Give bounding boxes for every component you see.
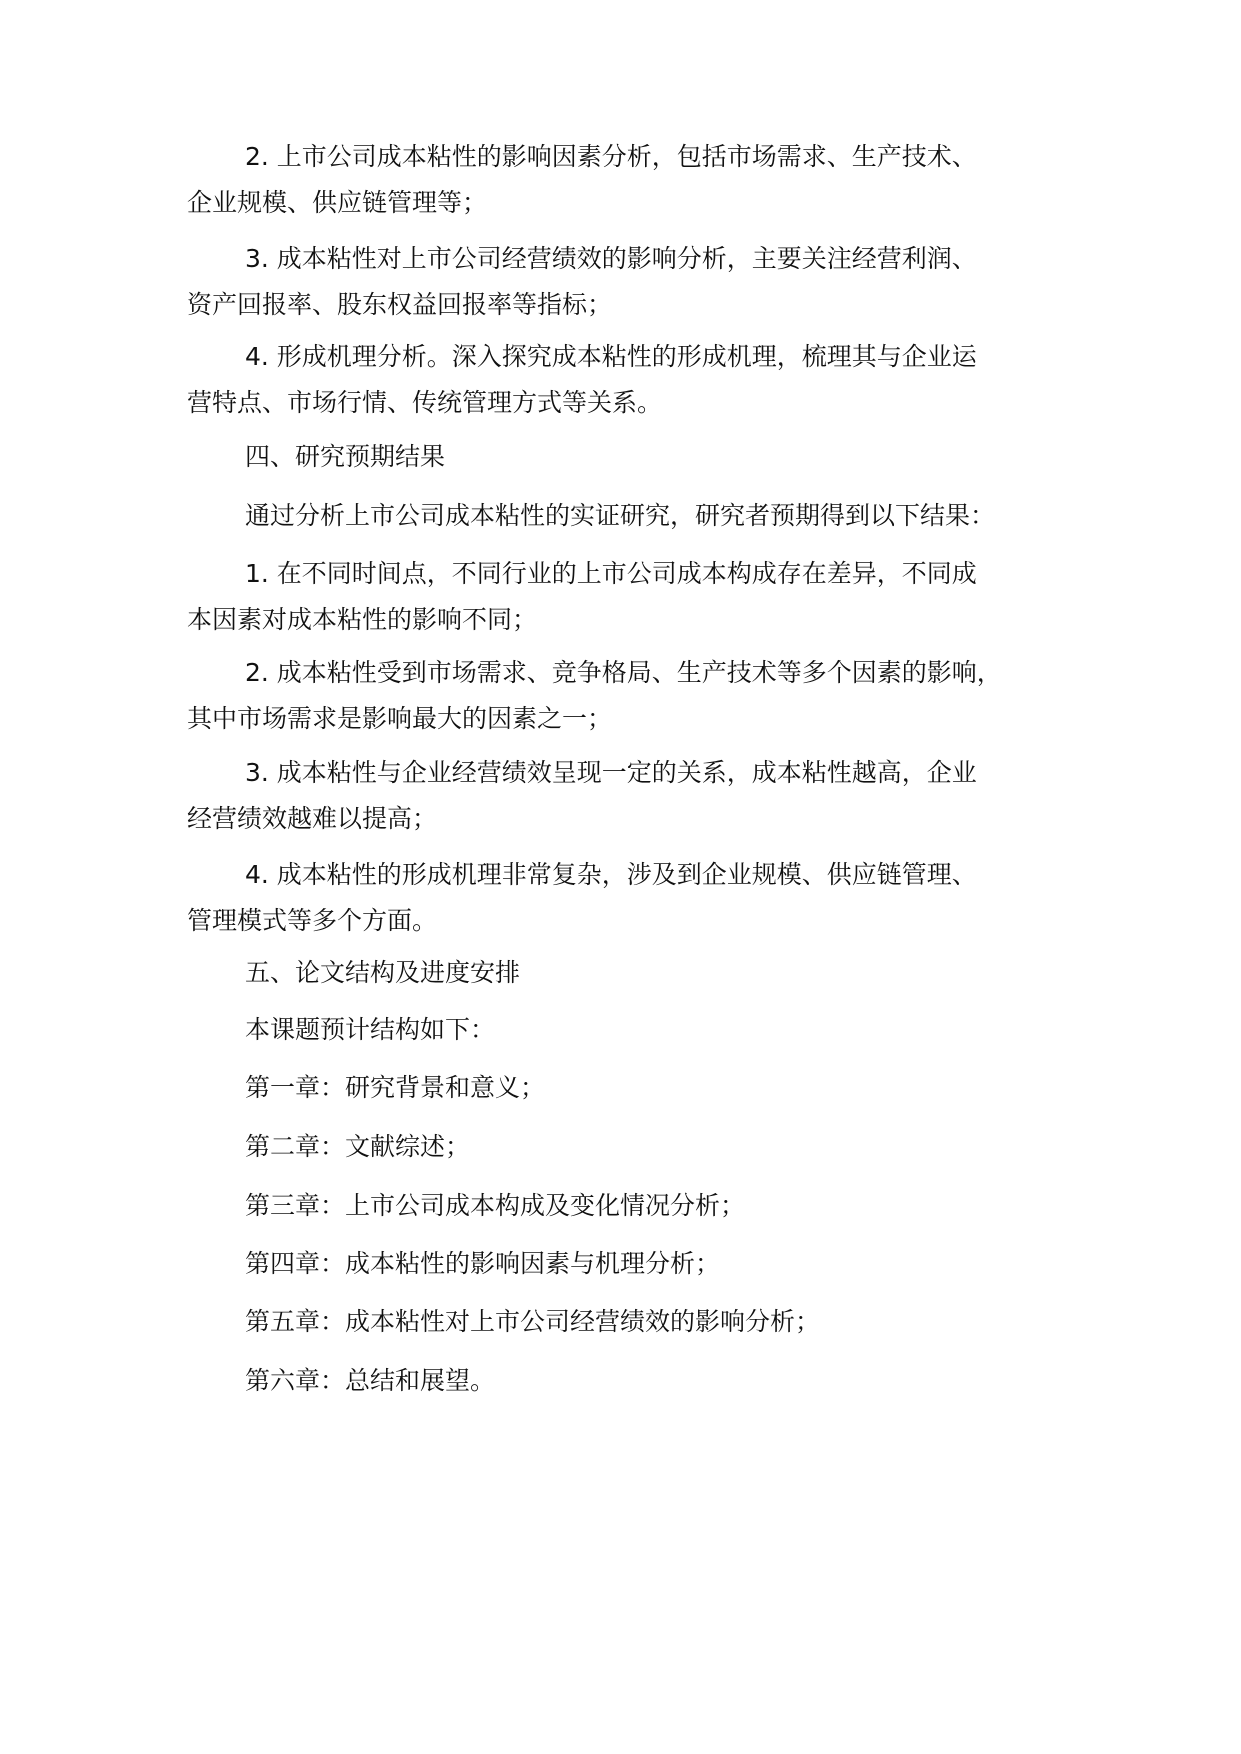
chapter-item xyxy=(187,1183,1087,1229)
chapter-item xyxy=(187,1358,1087,1404)
list-item-expected-4 xyxy=(187,852,1087,944)
text-line: 3. 成本粘性与企业经营绩效呈现一定的关系，成本粘性越高，企业 xyxy=(245,758,977,787)
text-line: 企业规模、供应链管理等； xyxy=(187,188,488,217)
text-line: 1. 在不同时间点，不同行业的上市公司成本构成存在差异，不同成 xyxy=(245,559,977,588)
chapter-item xyxy=(187,1241,1087,1287)
list-item-expected-2 xyxy=(187,650,1087,742)
list-item-mechanism xyxy=(187,334,1087,426)
text-line: 第四章：成本粘性的影响因素与机理分析； xyxy=(245,1249,721,1278)
text-line: 4. 成本粘性的形成机理非常复杂，涉及到企业规模、供应链管理、 xyxy=(245,860,977,889)
list-item-factors xyxy=(187,134,1087,226)
heading-text: 四、研究预期结果 xyxy=(245,442,446,471)
list-item-performance xyxy=(187,236,1087,328)
text-line: 营特点、市场行情、传统管理方式等关系。 xyxy=(187,388,663,417)
intro-paragraph xyxy=(187,493,1087,539)
text-line: 第六章：总结和展望。 xyxy=(245,1366,496,1395)
text-line: 本课题预计结构如下： xyxy=(245,1015,496,1044)
list-item-expected-1 xyxy=(187,551,1087,643)
chapter-item xyxy=(187,1065,1087,1111)
text-line: 第三章：上市公司成本构成及变化情况分析； xyxy=(245,1191,746,1220)
text-line: 通过分析上市公司成本粘性的实证研究，研究者预期得到以下结果： xyxy=(245,501,996,530)
section-heading xyxy=(187,434,1087,480)
text-line: 4. 形成机理分析。深入探究成本粘性的形成机理，梳理其与企业运 xyxy=(245,342,977,371)
text-line: 其中市场需求是影响最大的因素之一； xyxy=(187,704,613,733)
text-line: 3. 成本粘性对上市公司经营绩效的影响分析，主要关注经营利润、 xyxy=(245,244,977,273)
text-line: 第二章：文献综述； xyxy=(245,1132,471,1161)
text-line: 管理模式等多个方面。 xyxy=(187,906,438,935)
text-line: 经营绩效越难以提高； xyxy=(187,804,438,833)
intro-paragraph xyxy=(187,1007,1087,1053)
text-line: 第一章：研究背景和意义； xyxy=(245,1073,546,1102)
section-heading xyxy=(187,950,1087,996)
list-item-expected-3 xyxy=(187,750,1087,842)
text-line: 2. 成本粘性受到市场需求、竞争格局、生产技术等多个因素的影响， xyxy=(245,658,1002,687)
text-line: 2. 上市公司成本粘性的影响因素分析，包括市场需求、生产技术、 xyxy=(245,142,977,171)
text-line: 本因素对成本粘性的影响不同； xyxy=(187,605,538,634)
text-line: 资产回报率、股东权益回报率等指标； xyxy=(187,290,613,319)
heading-text: 五、论文结构及进度安排 xyxy=(245,958,521,987)
chapter-item xyxy=(187,1124,1087,1170)
chapter-item xyxy=(187,1299,1087,1345)
text-line: 第五章：成本粘性对上市公司经营绩效的影响分析； xyxy=(245,1307,821,1336)
